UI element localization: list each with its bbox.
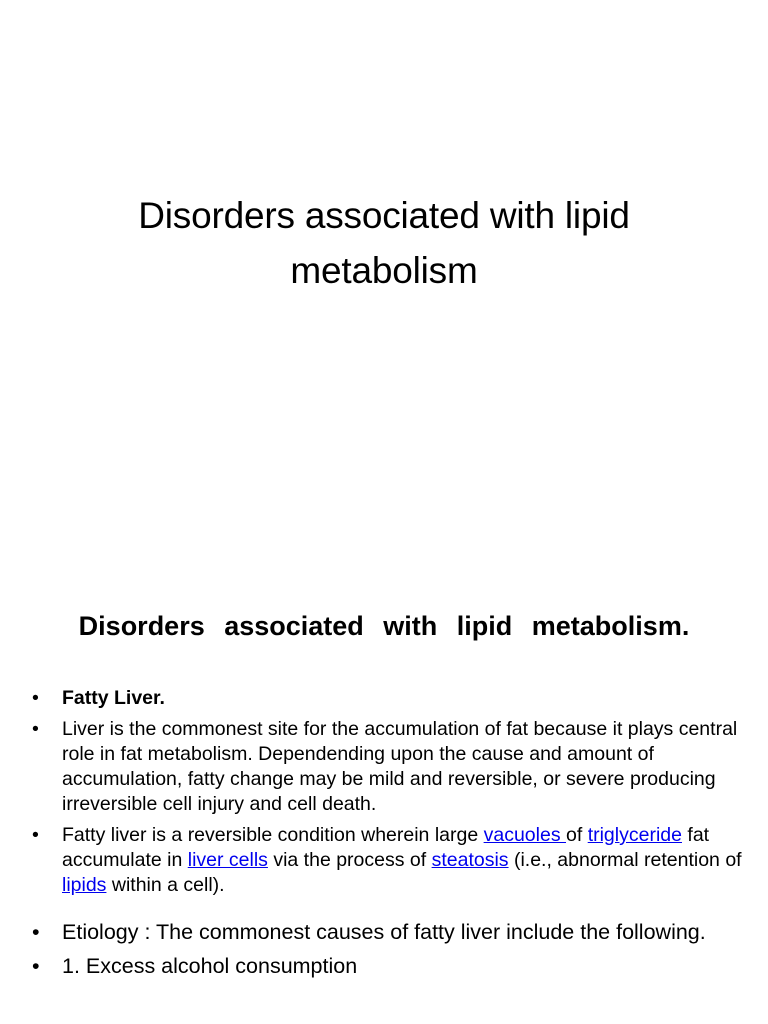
- cause-1-text: 1. Excess alcohol consumption: [62, 954, 358, 978]
- reversible-text-2: of: [566, 824, 588, 846]
- bullet-fatty-liver: [30, 686, 750, 711]
- bullet-cause-1: [30, 952, 750, 980]
- reversible-text-1: Fatty liver is a reversible condition wherein large: [62, 824, 484, 846]
- title-line-2: metabolism: [290, 250, 478, 291]
- reversible-text-6: within a cell).: [106, 874, 225, 896]
- link-vacuoles[interactable]: vacuoles: [483, 824, 566, 846]
- etiology-text: Etiology : The commonest causes of fatty liver include the following.: [62, 920, 706, 944]
- bullet-etiology: [30, 918, 750, 946]
- bullet-icon: •: [32, 824, 39, 846]
- link-steatosis[interactable]: steatosis: [431, 849, 509, 871]
- liver-site-text: Liver is the commonest site for the accumulation of fat because it plays central role in fat metabolism. Dependending upon the cause and amount of accumulation, fatty change may be mild and reversible, or severe producing irreversible cell injury and cell death.: [62, 718, 738, 815]
- bullet-icon: •: [32, 718, 39, 740]
- bullet-reversible: [30, 823, 750, 898]
- reversible-text-5: (i.e., abnormal retention of: [508, 849, 742, 871]
- bullet-icon: •: [32, 687, 39, 709]
- bullet-list: [30, 686, 750, 986]
- slide-content: [0, 576, 768, 1024]
- fatty-liver-heading: Fatty Liver.: [62, 687, 165, 709]
- link-triglyceride[interactable]: triglyceride: [587, 824, 682, 846]
- reversible-text-4: via the process of: [267, 849, 432, 871]
- slide-title-heading: [40, 188, 728, 298]
- bullet-liver-site: [30, 717, 750, 817]
- link-lipids[interactable]: lipids: [62, 874, 107, 896]
- link-liver-cells[interactable]: liver cells: [187, 849, 268, 871]
- title-line-1: Disorders associated with lipid: [138, 195, 630, 236]
- reversible-text-3: fat accumulate in: [62, 824, 710, 871]
- bullet-icon: •: [32, 954, 40, 978]
- slide-content-heading: Disorders associated with lipid metabolism.: [78, 611, 690, 641]
- bullet-icon: •: [32, 920, 40, 944]
